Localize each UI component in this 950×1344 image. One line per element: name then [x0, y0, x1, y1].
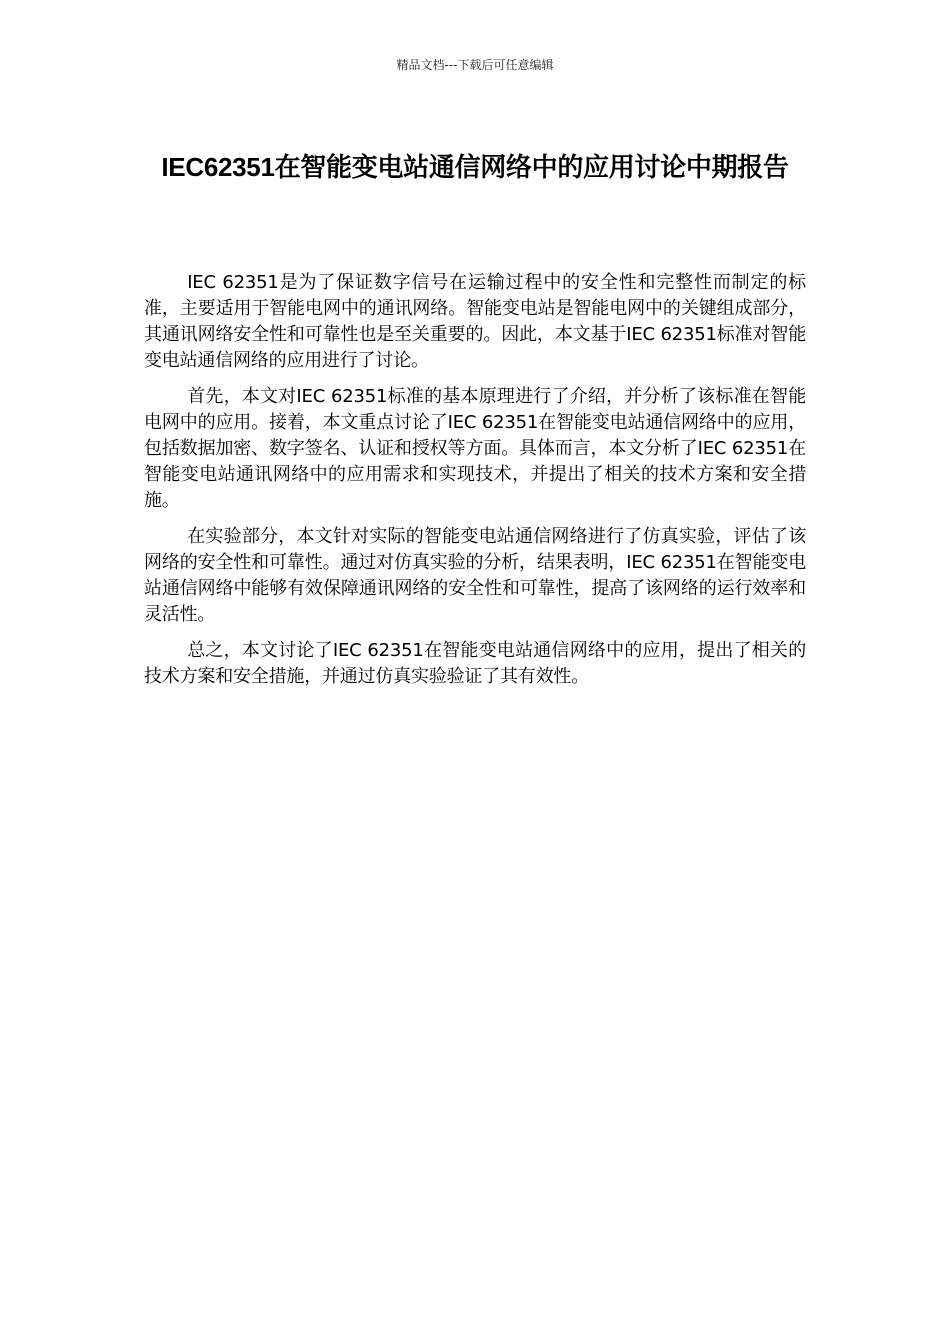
paragraph-experiment: 在实验部分，本文针对实际的智能变电站通信网络进行了仿真实验，评估了该网络的安全性和可靠性。通过对仿真实验的分析，结果表明，IEC 62351在智能变电站通信网络中能够有效保障通讯网络的安全性和可靠性，提高了该网络的运行效率和灵活性。 — [144, 526, 806, 625]
document-title: IEC62351在智能变电站通信网络中的应用讨论中期报告 — [161, 152, 789, 182]
paragraph-intro: IEC 62351是为了保证数字信号在运输过程中的安全性和完整性而制定的标准，主要适用于智能电网中的通讯网络。智能变电站是智能电网中的关键组成部分，其通讯网络安全性和可靠性也是至关重要的。因此，本文基于IEC 62351标准对智能变电站通信网络的应用进行了讨论。 — [144, 272, 806, 371]
paragraph-conclusion: 总之，本文讨论了IEC 62351在智能变电站通信网络中的应用，提出了相关的技术方案和安全措施，并通过仿真实验验证了其有效性。 — [144, 640, 806, 687]
document-body — [144, 270, 806, 700]
paragraph-method: 首先，本文对IEC 62351标准的基本原理进行了介绍，并分析了该标准在智能电网中的应用。接着，本文重点讨论了IEC 62351在智能变电站通信网络中的应用，包括数据加密、数字签名、认证和授权等方面。具体而言，本文分析了IEC 62351在智能变电站通讯网络中的应用需求和实现技术，并提出了相关的技术方案和安全措施。 — [144, 386, 806, 511]
page-header: 精品文档---下载后可任意编辑 — [396, 58, 554, 72]
